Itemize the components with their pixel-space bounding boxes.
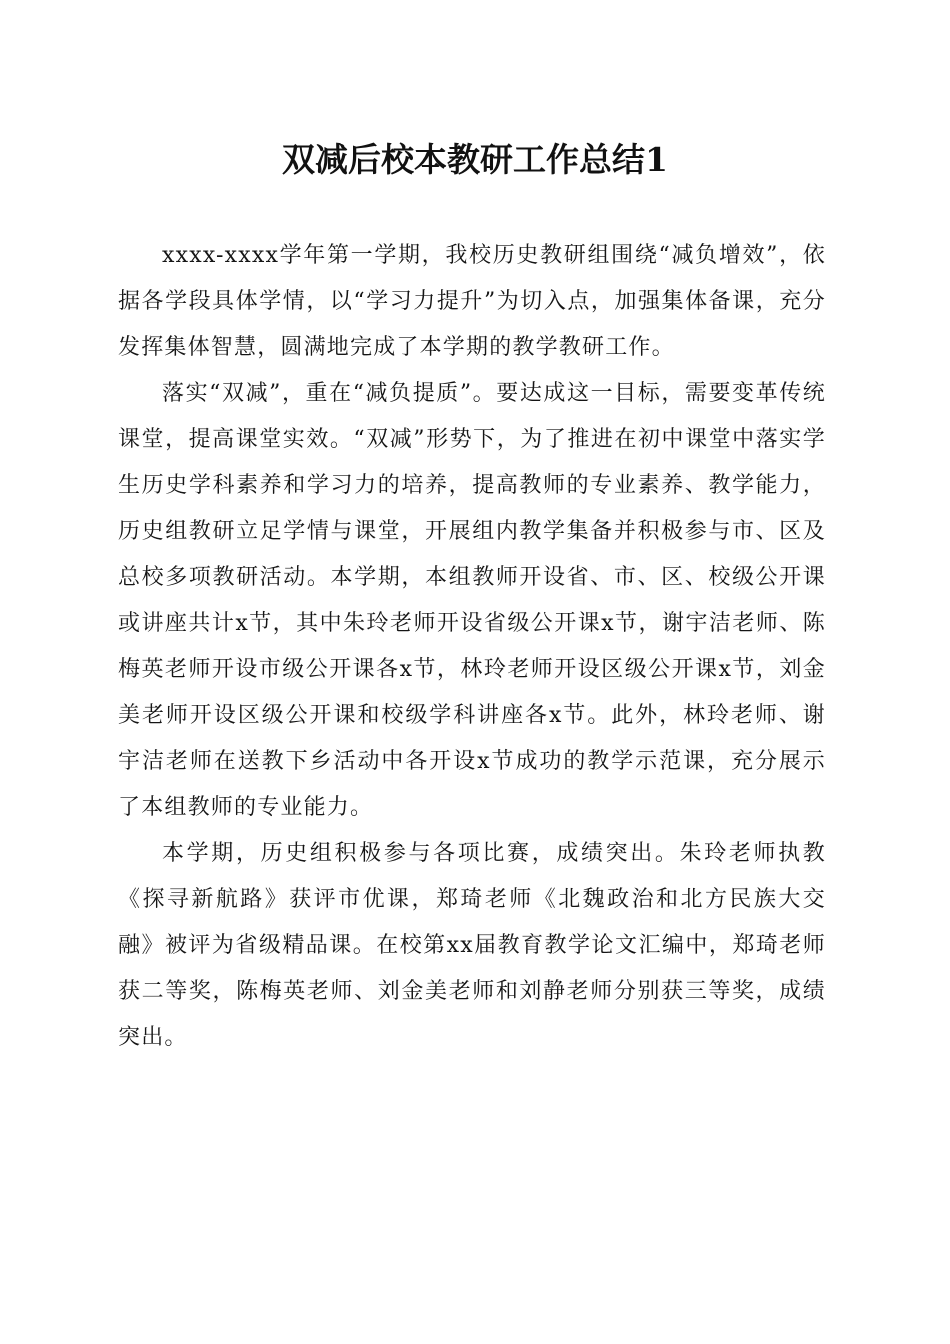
paragraph-intro: xxxx-xxxx学年第一学期，我校历史教研组围绕“减负增效”，依据各学段具体学情，以“学习力提升”为切入点，加强集体备课，充分发挥集体智慧，圆满地完成了本学期的教学教研工作。 [118,243,826,360]
document-title: 双减后校本教研工作总结1 [282,140,668,179]
document-body [118,233,826,1061]
paragraph-double-reduction: 落实“双减”，重在“减负提质”。要达成这一目标，需要变革传统课堂，提高课堂实效。“双减”形势下，为了推进在初中课堂中落实学生历史学科素养和学习力的培养，提高教师的专业素养、教学能力，历史组教研立足学情与课堂，开展组内教学集备并积极参与市、区及总校多项教研活动。本学期，本组教师开设省、市、区、校级公开课或讲座共计x节，其中朱玲老师开设省级公开课x节，谢宇洁老师、陈梅英老师开设市级公开课各x节，林玲老师开设区级公开课x节，刘金美老师开设区级公开课和校级学科讲座各x节。此外，林玲老师、谢宇洁老师在送教下乡活动中各开设x节成功的教学示范课，充分展示了本组教师的专业能力。 [118,381,826,820]
paragraph-competitions: 本学期，历史组积极参与各项比赛，成绩突出。朱玲老师执教《探寻新航路》获评市优课，郑琦老师《北魏政治和北方民族大交融》被评为省级精品课。在校第xx届教育教学论文汇编中，郑琦老师获二等奖，陈梅英老师、刘金美老师和刘静老师分别获三等奖，成绩突出。 [118,841,826,1050]
